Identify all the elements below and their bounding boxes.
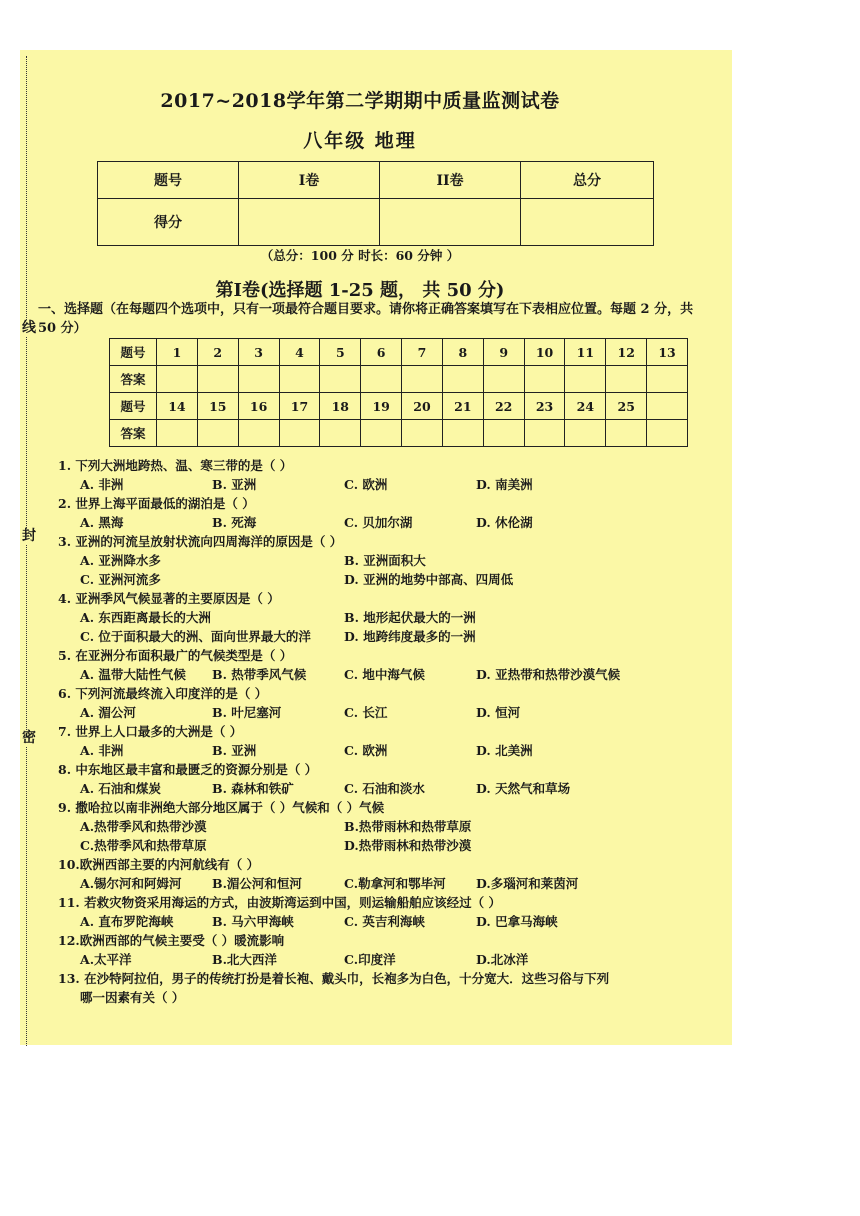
score-cell[interactable] <box>239 199 380 246</box>
answer-cell[interactable] <box>361 366 402 393</box>
option-a[interactable]: A. 非洲 <box>80 477 124 492</box>
question-stem: 10.欧洲西部主要的内河航线有（ ） <box>58 857 260 872</box>
question-stem: 8. 中东地区最丰富和最匮乏的资源分别是（ ） <box>58 762 318 777</box>
exam-title: 2017~2018学年第二学期期中质量监测试卷 <box>160 90 560 112</box>
question-item <box>58 893 708 931</box>
question-number-cell: 23 <box>524 393 565 420</box>
answer-table <box>109 338 688 447</box>
option-c[interactable]: C.勒拿河和鄂毕河 <box>344 876 446 891</box>
answer-row <box>110 420 688 447</box>
option-d[interactable]: D. 巴拿马海峡 <box>476 914 558 929</box>
question-stem: 6. 下列河流最终流入印度洋的是（ ） <box>58 686 268 701</box>
answer-cell[interactable] <box>279 420 320 447</box>
score-header-cell: 题号 <box>98 162 239 199</box>
answer-row-label: 题号 <box>110 339 157 366</box>
option-b[interactable]: B. 亚洲面积大 <box>344 553 426 568</box>
answer-cell[interactable] <box>606 366 647 393</box>
answer-cell[interactable] <box>606 420 647 447</box>
option-a[interactable]: A.太平洋 <box>80 952 132 967</box>
option-b[interactable]: B.北大西洋 <box>212 952 277 967</box>
option-c[interactable]: C.热带季风和热带草原 <box>80 838 207 853</box>
option-b[interactable]: B. 亚洲 <box>212 743 257 758</box>
question-item <box>58 456 708 494</box>
question-number-cell: 8 <box>442 339 483 366</box>
question-stem: 4. 亚洲季风气候显著的主要原因是（ ） <box>58 591 280 606</box>
section-title: 第Ⅰ卷(选择题 1-25 题， 共 50 分) <box>215 280 505 301</box>
option-a[interactable]: A.锡尔河和阿姆河 <box>80 876 182 891</box>
option-d[interactable]: D.热带雨林和热带沙漠 <box>344 838 472 853</box>
answer-cell[interactable] <box>565 420 606 447</box>
score-header-cell: 总分 <box>521 162 654 199</box>
question-stem: 11. 若救灾物资采用海运的方式，由波斯湾运到中国，则运输船舶应该经过（ ） <box>58 895 501 910</box>
option-d[interactable]: D. 亚热带和热带沙漠气候 <box>476 667 621 682</box>
number-row <box>110 393 688 420</box>
answer-row-label: 答案 <box>110 420 157 447</box>
score-cell[interactable] <box>521 199 654 246</box>
question-stem: 7. 世界上人口最多的大洲是（ ） <box>58 724 243 739</box>
option-a[interactable]: A. 温带大陆性气候 <box>80 667 186 682</box>
option-c[interactable]: C. 欧洲 <box>344 477 388 492</box>
option-d[interactable]: D. 恒河 <box>476 705 521 720</box>
option-d[interactable]: D. 北美洲 <box>476 743 533 758</box>
answer-cell[interactable] <box>157 366 198 393</box>
option-a[interactable]: A. 湄公河 <box>80 705 136 720</box>
answer-row-label: 题号 <box>110 393 157 420</box>
answer-cell[interactable] <box>320 420 361 447</box>
option-d[interactable]: D. 亚洲的地势中部高、四周低 <box>344 572 514 587</box>
question-number-cell <box>647 393 688 420</box>
answer-row-label: 答案 <box>110 366 157 393</box>
question-stem: 9. 撒哈拉以南非洲绝大部分地区属于（ ）气候和（ ）气候 <box>58 800 385 815</box>
option-a[interactable]: A. 直布罗陀海峡 <box>80 914 174 929</box>
answer-cell[interactable] <box>320 366 361 393</box>
question-number-cell: 20 <box>402 393 443 420</box>
score-table <box>97 161 654 246</box>
option-d[interactable]: D. 地跨纬度最多的一洲 <box>344 629 476 644</box>
option-d[interactable]: D.北冰洋 <box>476 952 529 967</box>
option-c[interactable]: C. 长江 <box>344 705 388 720</box>
score-row-label: 得分 <box>98 199 239 246</box>
question-number-cell: 5 <box>320 339 361 366</box>
option-c[interactable]: C.印度洋 <box>344 952 396 967</box>
question-item <box>58 760 708 798</box>
answer-cell[interactable] <box>524 420 565 447</box>
question-stem: 2. 世界上海平面最低的湖泊是（ ） <box>58 496 255 511</box>
question-stem: 1. 下列大洲地跨热、温、寒三带的是（ ） <box>58 458 293 473</box>
question-number-cell: 12 <box>606 339 647 366</box>
option-b[interactable]: B.湄公河和恒河 <box>212 876 302 891</box>
answer-row <box>110 366 688 393</box>
question-item <box>58 646 708 684</box>
answer-cell[interactable] <box>238 420 279 447</box>
option-d[interactable]: D. 休伦湖 <box>476 515 533 530</box>
option-a[interactable]: A. 非洲 <box>80 743 124 758</box>
question-stem: 13. 在沙特阿拉伯，男子的传统打扮是着长袍、戴头巾，长袍多为白色，十分宽大．这些习俗与下列 <box>58 971 610 986</box>
question-number-cell: 24 <box>565 393 606 420</box>
question-number-cell: 16 <box>238 393 279 420</box>
option-b[interactable]: B.热带雨林和热带草原 <box>344 819 472 834</box>
question-number-cell: 25 <box>606 393 647 420</box>
question-number-cell: 15 <box>197 393 238 420</box>
answer-cell[interactable] <box>565 366 606 393</box>
question-item <box>58 589 708 646</box>
option-b[interactable]: B. 森林和铁矿 <box>212 781 294 796</box>
question-number-cell: 1 <box>157 339 198 366</box>
option-b[interactable]: B. 死海 <box>212 515 257 530</box>
answer-cell[interactable] <box>402 366 443 393</box>
question-number-cell: 21 <box>442 393 483 420</box>
question-stem: 3. 亚洲的河流呈放射状流向四周海洋的原因是（ ） <box>58 534 343 549</box>
question-list <box>58 456 708 1007</box>
option-b[interactable]: B. 马六甲海峡 <box>212 914 294 929</box>
question-item <box>58 494 708 532</box>
option-d[interactable]: D.多瑙河和莱茵河 <box>476 876 579 891</box>
question-number-cell: 13 <box>647 339 688 366</box>
question-number-cell: 19 <box>361 393 402 420</box>
option-b[interactable]: B. 热带季风气候 <box>212 667 307 682</box>
answer-cell[interactable] <box>279 366 320 393</box>
option-a[interactable]: A. 东西距离最长的大洲 <box>80 610 211 625</box>
option-a[interactable]: A. 黑海 <box>80 515 124 530</box>
question-number-cell: 18 <box>320 393 361 420</box>
answer-cell[interactable] <box>647 420 688 447</box>
question-number-cell: 17 <box>279 393 320 420</box>
question-item <box>58 969 708 1007</box>
answer-cell[interactable] <box>238 366 279 393</box>
binding-dotted-line <box>26 56 27 1046</box>
option-c[interactable]: C. 贝加尔湖 <box>344 515 413 530</box>
question-item <box>58 855 708 893</box>
question-number-cell: 7 <box>402 339 443 366</box>
answer-cell[interactable] <box>524 366 565 393</box>
answer-cell[interactable] <box>483 366 524 393</box>
question-item <box>58 532 708 589</box>
option-c[interactable]: C. 亚洲河流多 <box>80 572 161 587</box>
score-header-cell: I卷 <box>239 162 380 199</box>
option-c[interactable]: C. 英吉利海峡 <box>344 914 425 929</box>
seal-mark-mi: 密 <box>22 730 36 746</box>
option-a[interactable]: A. 亚洲降水多 <box>80 553 161 568</box>
seal-mark-feng: 封 <box>22 528 36 544</box>
option-a[interactable]: A.热带季风和热带沙漠 <box>80 819 207 834</box>
exam-subtitle: 八年级 地理 <box>303 130 417 152</box>
answer-cell[interactable] <box>483 420 524 447</box>
option-c[interactable]: C. 石油和淡水 <box>344 781 425 796</box>
option-d[interactable]: D. 南美洲 <box>476 477 533 492</box>
question-stem-continued: 哪一因素有关（ ） <box>80 990 185 1005</box>
option-c[interactable]: C. 位于面积最大的洲、面向世界最大的洋 <box>80 629 311 644</box>
question-number-cell: 14 <box>157 393 198 420</box>
score-cell[interactable] <box>380 199 521 246</box>
answer-cell[interactable] <box>647 366 688 393</box>
question-item <box>58 684 708 722</box>
instructions: 一、选择题（在每题四个选项中，只有一项最符合题目要求。请你将正确答案填写在下表相应位置。每题 2 分，共 50 分） <box>38 302 694 336</box>
question-number-cell: 3 <box>238 339 279 366</box>
question-stem: 5. 在亚洲分布面积最广的气候类型是（ ） <box>58 648 293 663</box>
question-number-cell: 6 <box>361 339 402 366</box>
question-number-cell: 22 <box>483 393 524 420</box>
option-b[interactable]: B. 亚洲 <box>212 477 257 492</box>
question-number-cell: 10 <box>524 339 565 366</box>
question-item <box>58 931 708 969</box>
seal-mark-xian: 线 <box>22 320 36 336</box>
option-b[interactable]: B. 地形起伏最大的一洲 <box>344 610 476 625</box>
score-header-cell: II卷 <box>380 162 521 199</box>
question-item <box>58 722 708 760</box>
question-number-cell: 11 <box>565 339 606 366</box>
option-a[interactable]: A. 石油和煤炭 <box>80 781 161 796</box>
option-b[interactable]: B. 叶尼塞河 <box>212 705 282 720</box>
option-c[interactable]: C. 欧洲 <box>344 743 388 758</box>
answer-cell[interactable] <box>197 420 238 447</box>
option-d[interactable]: D. 天然气和草场 <box>476 781 571 796</box>
option-c[interactable]: C. 地中海气候 <box>344 667 425 682</box>
total-info: （总分：100 分 时长：60 分钟 ） <box>260 248 460 263</box>
answer-cell[interactable] <box>402 420 443 447</box>
question-stem: 12.欧洲西部的气候主要受（ ）暖流影响 <box>58 933 285 948</box>
number-row <box>110 339 688 366</box>
answer-cell[interactable] <box>361 420 402 447</box>
answer-cell[interactable] <box>442 366 483 393</box>
answer-cell[interactable] <box>157 420 198 447</box>
answer-cell[interactable] <box>197 366 238 393</box>
answer-cell[interactable] <box>442 420 483 447</box>
question-number-cell: 2 <box>197 339 238 366</box>
question-item <box>58 798 708 855</box>
question-number-cell: 4 <box>279 339 320 366</box>
question-number-cell: 9 <box>483 339 524 366</box>
